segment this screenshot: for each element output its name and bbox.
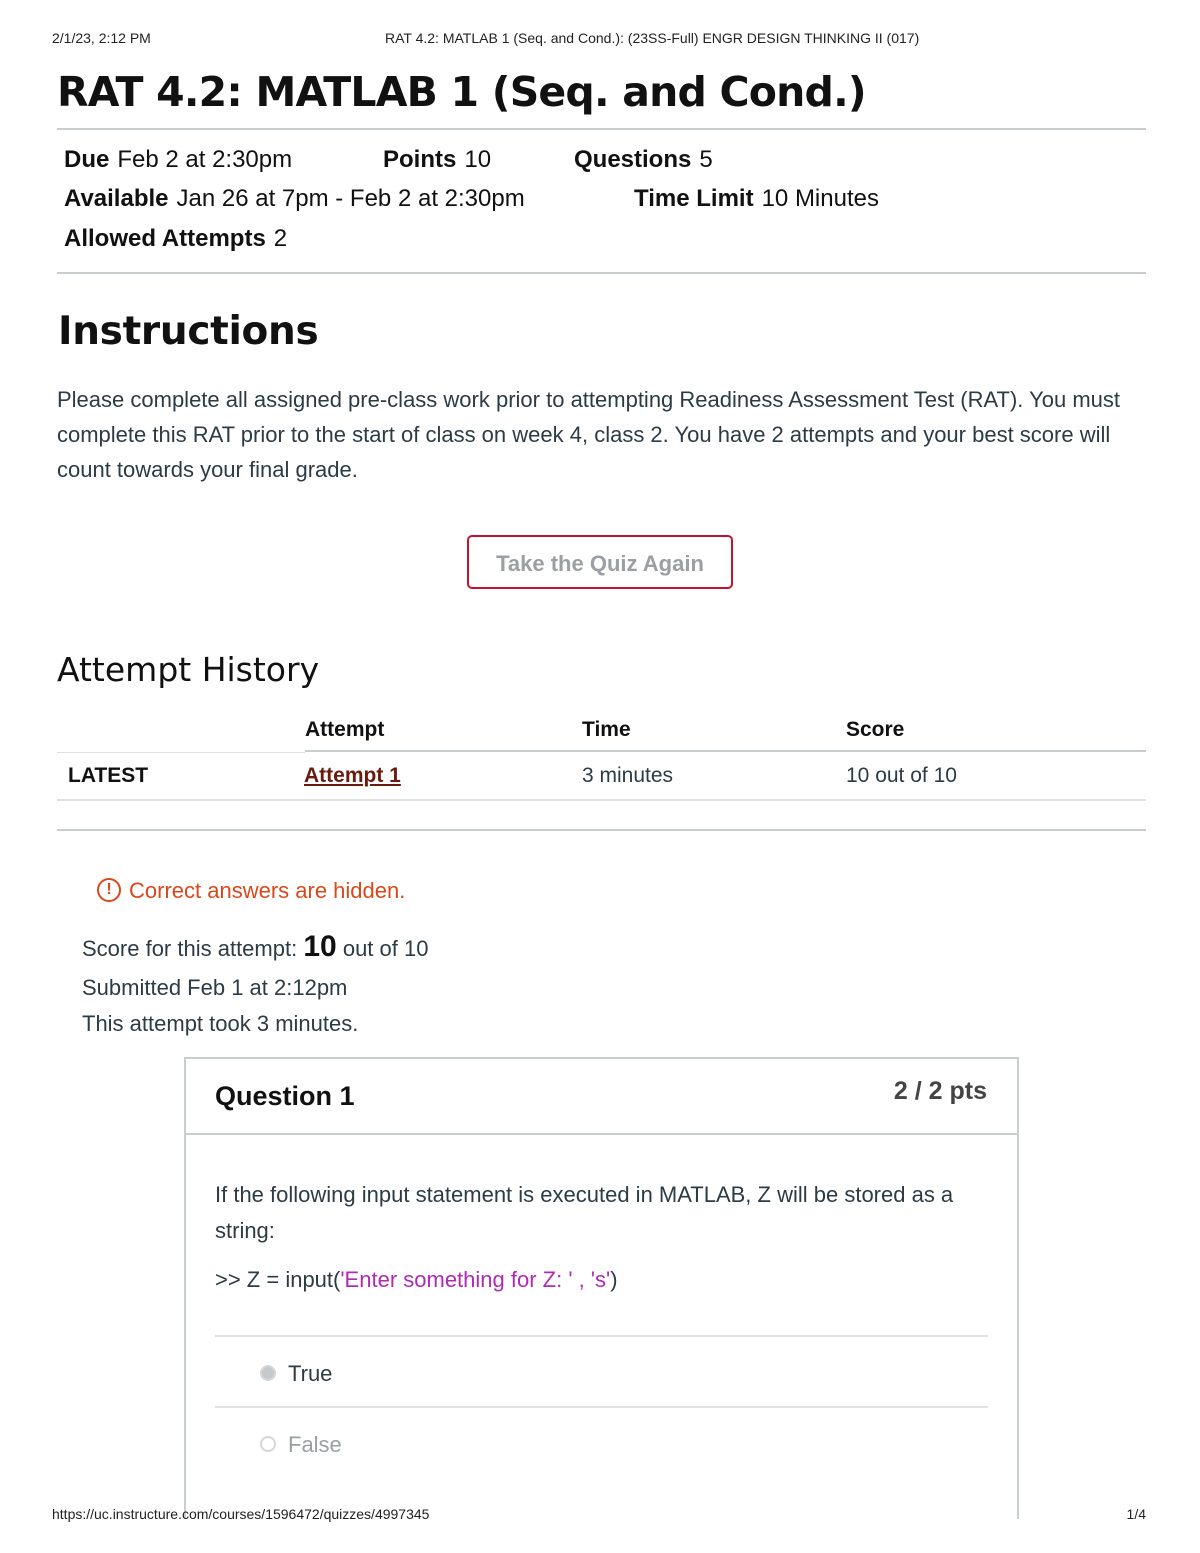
attempts-label: Allowed Attempts [64,225,266,252]
time-limit-label: Time Limit [634,185,754,212]
score-value: 10 [303,930,337,963]
available-value: Jan 26 at 7pm - Feb 2 at 2:30pm [176,185,525,212]
score-prefix: Score for this attempt: [82,936,298,961]
print-page-number: 1/4 [1126,1506,1146,1522]
code-string: 'Enter something for Z: ' , 's' [340,1267,611,1292]
due-label: Due [64,146,110,173]
take-quiz-again-button[interactable]: Take the Quiz Again [467,535,733,589]
answer-option-true[interactable] [260,1361,332,1387]
header-underline [305,750,1146,752]
due-value: Feb 2 at 2:30pm [117,146,293,173]
time-limit-detail [634,185,879,213]
row-label-latest: LATEST [68,764,149,787]
answer-label: False [288,1432,342,1457]
print-header [52,30,1148,48]
instructions-text: Please complete all assigned pre-class work prior to attempting Readiness Assessment Test (RAT). You must complete this RAT prior to the start of class on week 4, class 2. You have 2 attempts and your best score will count towards your final grade. [57,387,1121,482]
question-code [215,1267,618,1293]
attempt-1-link[interactable]: Attempt 1 [304,764,401,787]
row-divider [57,799,1146,801]
time-limit-value: 10 Minutes [761,185,879,212]
available-detail [64,185,525,213]
question-header [186,1059,1017,1135]
available-label: Available [64,185,169,212]
question-title: Question 1 [215,1081,355,1111]
score-line [82,930,428,964]
print-document-title: RAT 4.2: MATLAB 1 (Seq. and Cond.): (23SS-Full) ENGR DESIGN THINKING II (017) [385,30,920,46]
warning-icon: ! [97,878,121,902]
answer-divider [215,1406,988,1408]
attempts-value: 2 [273,225,288,252]
question-card [184,1057,1019,1519]
divider [57,829,1146,831]
questions-value: 5 [699,146,713,173]
submitted-line: Submitted Feb 1 at 2:12pm [82,975,348,1000]
divider [57,128,1146,130]
attempts-detail [64,225,287,253]
points-value: 10 [464,146,492,173]
code-suffix: ) [610,1267,618,1292]
points-detail [383,146,491,174]
duration-line: This attempt took 3 minutes. [82,1011,359,1036]
answers-hidden-text: Correct answers are hidden. [129,878,406,903]
attempt-link-cell [304,764,401,788]
divider [57,272,1146,274]
points-label: Points [383,146,457,173]
page-title: RAT 4.2: MATLAB 1 (Seq. and Cond.) [57,68,866,116]
questions-label: Questions [574,146,692,173]
column-header-time: Time [582,718,631,741]
radio-unselected-icon [260,1436,276,1452]
attempt-time-cell: 3 minutes [582,764,674,787]
due-detail [64,146,292,174]
instructions-heading: Instructions [58,309,319,354]
print-datetime: 2/1/23, 2:12 PM [52,30,151,46]
print-footer [52,1506,1146,1524]
radio-selected-icon [260,1365,276,1381]
column-header-score: Score [846,718,905,741]
answer-divider [215,1335,988,1337]
attempt-score-cell: 10 out of 10 [846,764,957,787]
code-prefix: >> Z = input( [215,1267,341,1292]
answers-hidden-notice [97,878,405,904]
score-suffix: out of 10 [342,936,429,961]
answer-option-false[interactable] [260,1432,342,1458]
questions-detail [574,146,713,174]
question-text: If the following input statement is executed in MATLAB, Z will be stored as a string: [215,1182,954,1243]
column-header-attempt: Attempt [305,718,385,741]
attempt-history-heading: Attempt History [57,650,320,689]
question-points: 2 / 2 pts [893,1077,987,1105]
answer-label: True [288,1361,333,1386]
header-underline [57,752,305,753]
print-url: https://uc.instructure.com/courses/1596472/quizzes/4997345 [52,1506,430,1522]
